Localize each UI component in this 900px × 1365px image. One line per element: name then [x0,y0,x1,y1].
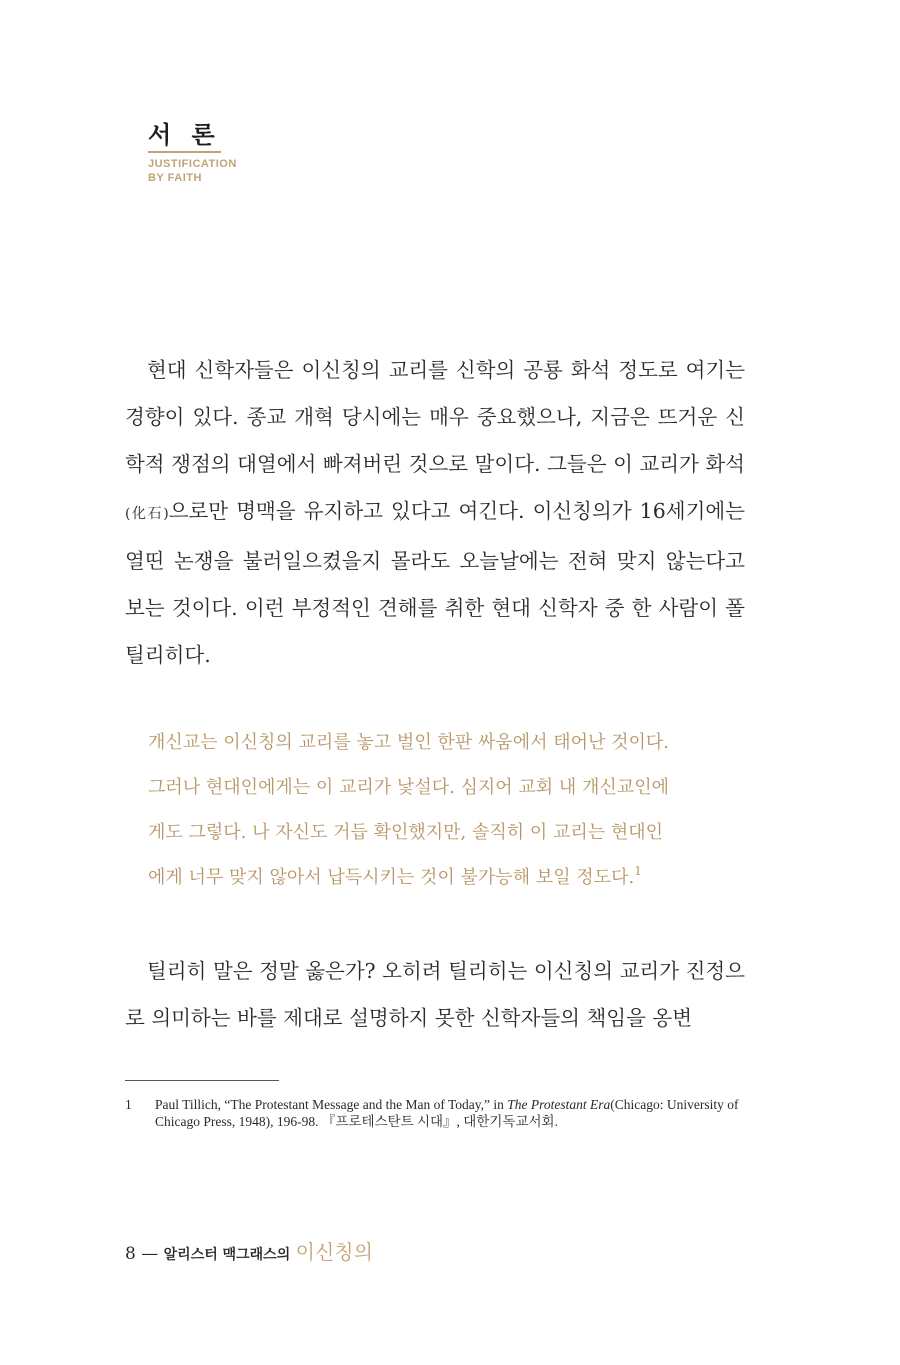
footnote-text-a: Paul Tillich, “The Protestant Message and the Man of Today,” in [155,1097,508,1112]
quote-line: 게도 그렇다. 나 자신도 거듭 확인했지만, 솔직히 이 교리는 현대인 [148,822,664,843]
chapter-title: 서 론 [148,120,221,153]
paragraph-text-a: 현대 신학자들은 이신칭의 교리를 신학의 공룡 화석 정도로 여기는 경향이 있다. 종교 개혁 당시에는 매우 중요했으나, 지금은 뜨거운 신학적 쟁점의 대열에서 빠져버린 것으로 말이다. 그들은 이 교리가 화석 [125,358,745,476]
footnote [125,1096,755,1130]
footnote-number: 1 [125,1097,132,1112]
chapter-subtitle [148,157,237,185]
paragraph-text-b: 으로만 명맥을 유지하고 있다고 여긴다. 이신칭의가 16세기에는 열띤 논쟁을 불러일으켰을지 몰라도 오늘날에는 전혀 맞지 않는다고 보는 것이다. 이런 부정적인 견해를 취한 현대 신학자 중 한 사람이 폴 틸리히다. [125,499,745,667]
chapter-header [148,120,237,185]
body-paragraph-2: 틸리히 말은 정말 옳은가? 오히려 틸리히는 이신칭의 교리가 진정으로 의미하는 바를 제대로 설명하지 못한 신학자들의 책임을 옹변 [125,959,745,1030]
footnote-book-title: The Protestant Era [507,1097,611,1112]
body-paragraph-1 [125,347,745,679]
footnote-text [155,1096,755,1130]
footnote-reference[interactable]: 1 [634,864,642,878]
quote-line [148,855,728,900]
footer-author: 알리스터 맥그래스의 [163,1247,291,1263]
quote-line: 개신교는 이신칭의 교리를 놓고 벌인 한판 싸움에서 태어난 것이다. [148,732,669,753]
footer-dash: — [141,1244,159,1264]
block-quote [148,720,728,900]
page-number: 8 [125,1244,136,1264]
chapter-subtitle-line1: JUSTIFICATION [148,158,237,170]
chapter-subtitle-line2: BY FAITH [148,172,202,184]
footnote-text-b: (Chicago: University of Chicago Press, 1948), 196-98. 『프로테스탄트 시대』, 대한기독교서회. [155,1097,739,1129]
quote-line-text: 에게 너무 맞지 않아서 납득시키는 것이 불가능해 보일 정도다. [148,867,635,888]
quote-line: 그러나 현대인에게는 이 교리가 낯설다. 심지어 교회 내 개신교인에 [148,777,669,798]
footer-book-title: 이신칭의 [295,1240,373,1264]
hanja-annotation: (化石) [125,506,169,522]
page-footer [125,1239,373,1268]
footnote-divider [125,1080,279,1081]
